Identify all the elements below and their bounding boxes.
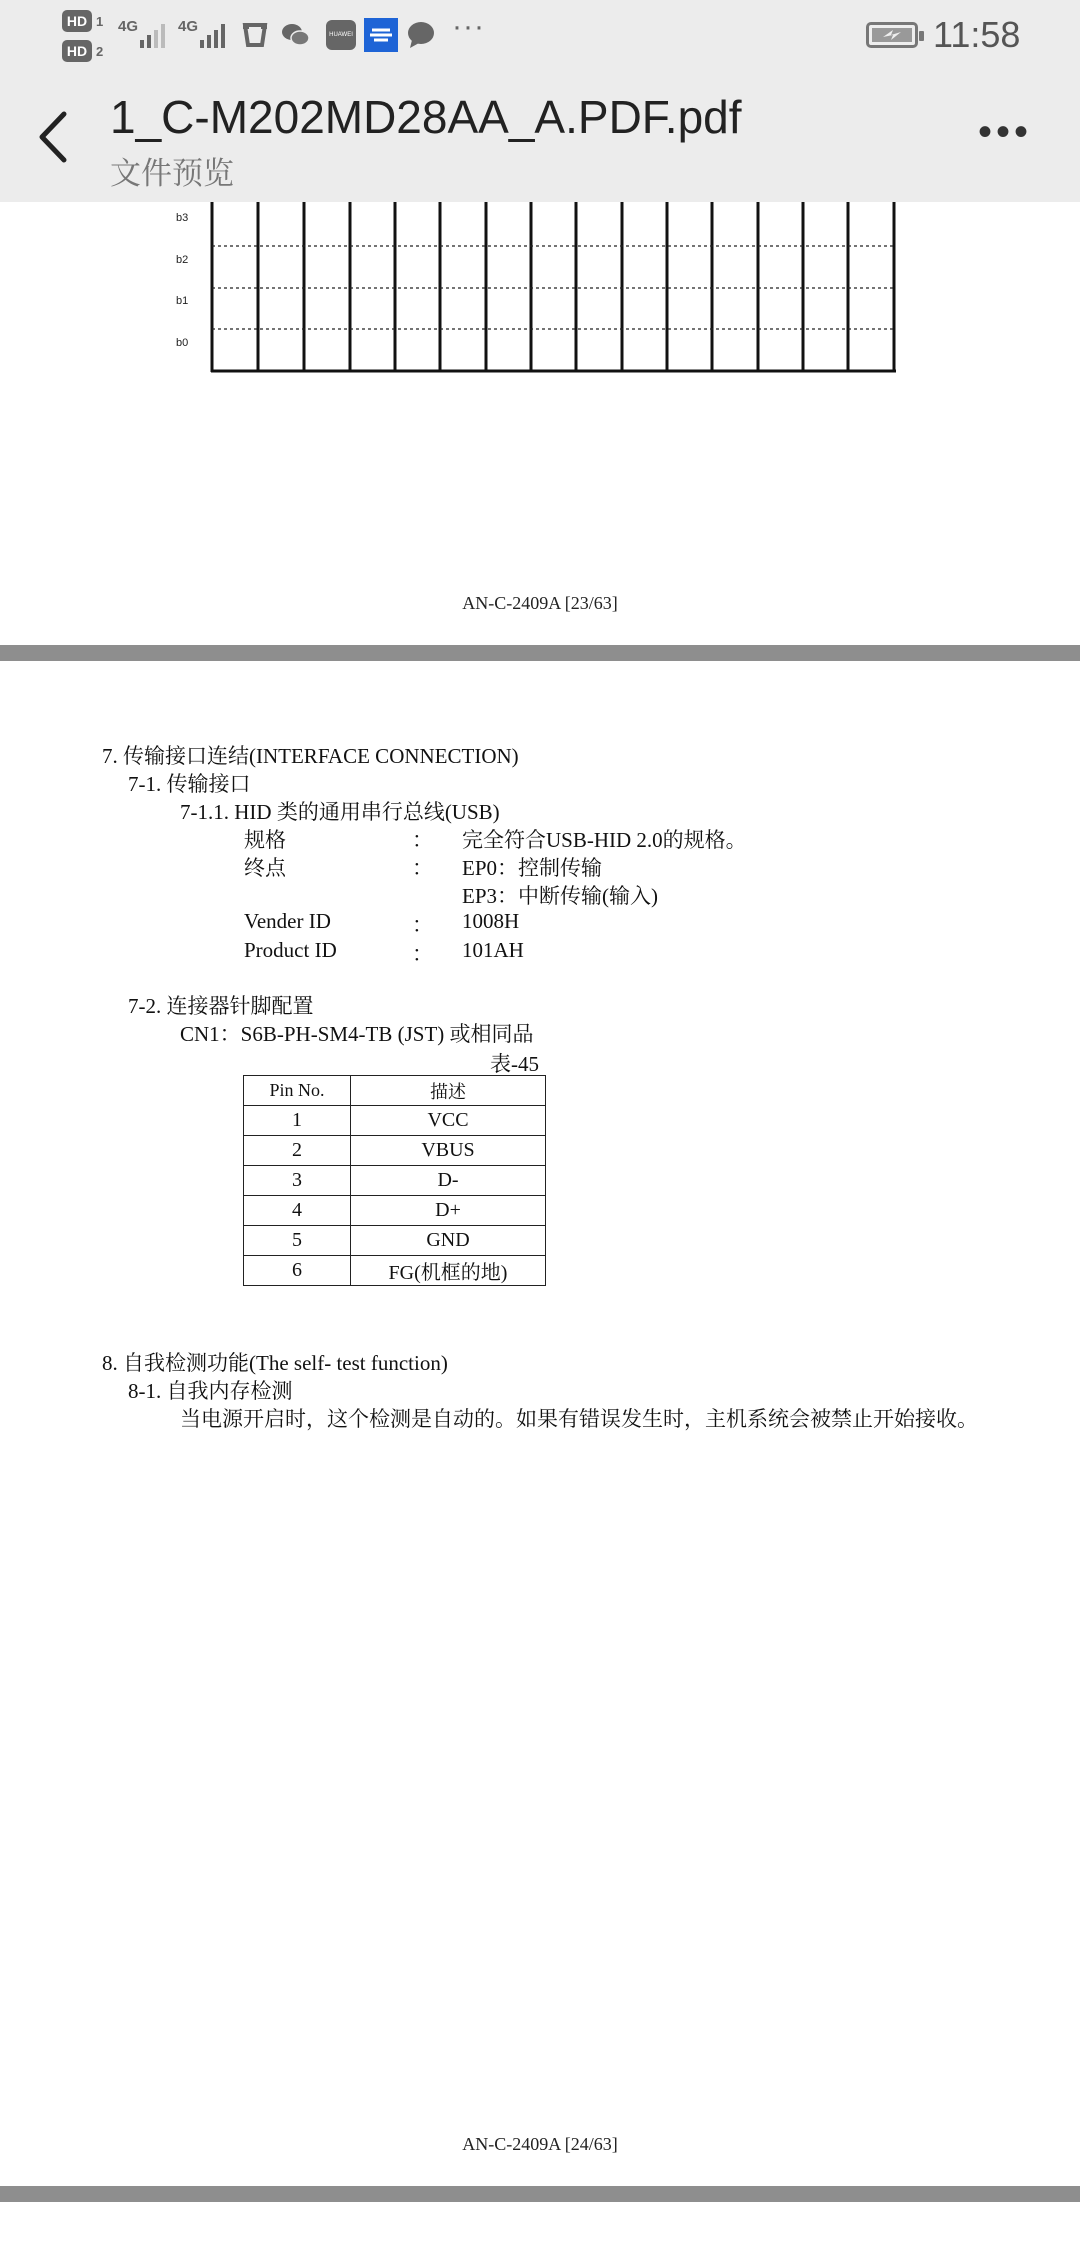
spec-value: EP0：控制传输 xyxy=(462,856,603,880)
more-options-icon[interactable]: ••• xyxy=(977,110,1032,154)
table-cell: GND xyxy=(351,1226,546,1256)
table-header-row xyxy=(244,1076,546,1106)
spec-colon: ： xyxy=(412,942,433,966)
spec-label: 终点 xyxy=(244,856,286,880)
wechat-icon xyxy=(280,20,310,50)
table-cell: 4 xyxy=(244,1196,351,1226)
sim1-label: 1 xyxy=(96,14,104,29)
spec-value: EP3：中断传输(输入) xyxy=(462,884,658,908)
table-row xyxy=(244,1106,546,1136)
subsubsection-heading: 7-1.1. HID 类的通用串行总线(USB) xyxy=(180,800,500,824)
spec-value: 1008H xyxy=(462,909,520,933)
table-cell: 6 xyxy=(244,1256,351,1286)
more-notifications-icon: ··· xyxy=(452,10,485,43)
page-footer: AN-C-2409A [24/63] xyxy=(462,2134,618,2154)
spec-label: Product ID xyxy=(244,938,337,962)
section-heading: 7. 传输接口连结(INTERFACE CONNECTION) xyxy=(102,744,519,768)
status-bar xyxy=(0,0,1080,72)
table-header: Pin No. xyxy=(244,1076,351,1106)
network-type-2: 4G xyxy=(178,18,199,35)
back-arrow-icon[interactable] xyxy=(30,102,80,172)
table-row xyxy=(244,1196,546,1226)
table-header: 描述 xyxy=(351,1076,546,1106)
hd-voice-icon-1: HD xyxy=(62,10,92,32)
table-caption: 表-45 xyxy=(490,1052,539,1076)
page-separator xyxy=(0,2186,1080,2202)
table-cell: 3 xyxy=(244,1166,351,1196)
table-cell: VBUS xyxy=(351,1136,546,1166)
bit-grid-diagram xyxy=(210,202,900,374)
sim2-label: 2 xyxy=(96,44,104,59)
spec-colon: ： xyxy=(412,856,433,880)
signal-strength-icon-2 xyxy=(200,20,225,48)
subsection-heading: 7-1. 传输接口 xyxy=(128,772,251,796)
spec-label: 规格 xyxy=(244,828,286,852)
table-cell: 1 xyxy=(244,1106,351,1136)
spec-colon: ： xyxy=(412,913,433,937)
table-cell: 5 xyxy=(244,1226,351,1256)
paragraph: 当电源开启时，这个检测是自动的。如果有错误发生时，主机系统会被禁止开始接收。 xyxy=(180,1407,978,1431)
table-row xyxy=(244,1226,546,1256)
bit-label: b2 xyxy=(176,254,189,266)
bit-label: b0 xyxy=(176,337,189,349)
section-heading: 8. 自我检测功能(The self- test function) xyxy=(102,1351,448,1375)
bit-label: b1 xyxy=(176,295,189,307)
table-row xyxy=(244,1166,546,1196)
notification-app-icon xyxy=(240,20,270,50)
spec-value: 101AH xyxy=(462,938,524,962)
hd-voice-icon-2: HD xyxy=(62,40,92,62)
huawei-app-icon: HUAWEI xyxy=(326,20,356,50)
subsection-heading: 7-2. 连接器针脚配置 xyxy=(128,994,314,1018)
message-icon xyxy=(406,20,436,50)
table-row xyxy=(244,1256,546,1286)
file-preview-subtitle: 文件预览 xyxy=(110,156,234,191)
page-separator xyxy=(0,645,1080,661)
table-cell: VCC xyxy=(351,1106,546,1136)
battery-icon xyxy=(866,22,918,48)
network-type-1: 4G xyxy=(118,18,139,35)
table-row xyxy=(244,1136,546,1166)
table-cell: FG(机框的地) xyxy=(351,1256,546,1286)
spec-colon: ： xyxy=(412,828,433,852)
table-cell: 2 xyxy=(244,1136,351,1166)
subsection-heading: 8-1. 自我内存检测 xyxy=(128,1379,293,1403)
spec-value: 完全符合USB-HID 2.0的规格。 xyxy=(462,828,747,852)
connector-line: CN1：S6B-PH-SM4-TB (JST) 或相同品 xyxy=(180,1022,534,1046)
blue-app-icon xyxy=(364,18,398,52)
signal-strength-icon-1 xyxy=(140,20,165,48)
app-bar xyxy=(0,72,1080,202)
bit-label: b3 xyxy=(176,212,189,224)
spec-label: Vender ID xyxy=(244,909,331,933)
table-cell: D- xyxy=(351,1166,546,1196)
pin-table xyxy=(243,1075,546,1286)
page-footer: AN-C-2409A [23/63] xyxy=(462,593,618,613)
table-cell: D+ xyxy=(351,1196,546,1226)
file-title: 1_C-M202MD28AA_A.PDF.pdf xyxy=(110,91,742,143)
clock: 11:58 xyxy=(933,14,1021,55)
